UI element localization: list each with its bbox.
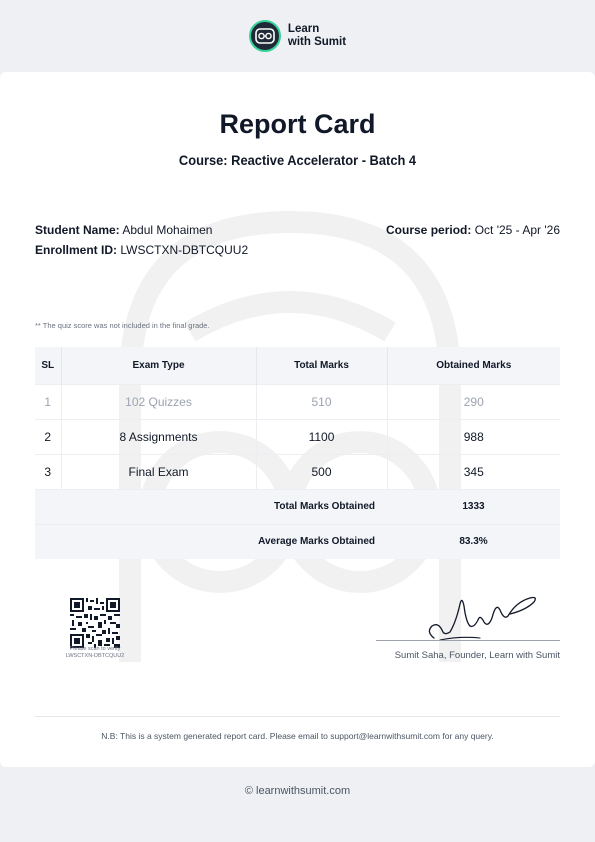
total-marks-label: Total Marks Obtained <box>35 489 387 524</box>
qr-caption-line2: LWSCTXN-DBTCQUU2 <box>65 652 125 659</box>
founder-signature <box>420 592 540 644</box>
header-obtained-marks: Obtained Marks <box>387 347 560 384</box>
total-marks-value: 1333 <box>387 489 560 524</box>
student-name-label: Student Name: <box>35 223 120 237</box>
cell-sl: 1 <box>35 384 61 419</box>
brand-logo[interactable] <box>249 20 346 52</box>
table-row <box>35 384 560 419</box>
qr-caption <box>58 646 132 659</box>
report-card <box>0 72 595 767</box>
course-period-label: Course period: <box>386 223 472 237</box>
cell-exam-type: 102 Quizzes <box>61 384 256 419</box>
brand-name-line1: Learn <box>287 23 320 35</box>
average-marks-value: 83.3% <box>387 524 560 559</box>
table-header-row <box>35 347 560 384</box>
average-marks-row <box>35 524 560 559</box>
marks-table <box>35 347 560 559</box>
cell-obtained: 290 <box>387 384 560 419</box>
footer-link[interactable]: © learnwithsumit.com <box>244 785 351 797</box>
cell-total: 500 <box>256 454 387 489</box>
cell-total: 1100 <box>256 419 387 454</box>
enrollment-row <box>35 243 248 257</box>
cell-exam-type: Final Exam <box>61 454 256 489</box>
cell-total: 510 <box>256 384 387 419</box>
table-row <box>35 454 560 489</box>
cell-exam-type: 8 Assignments <box>61 419 256 454</box>
total-marks-row <box>35 489 560 524</box>
header-total-marks: Total Marks <box>256 347 387 384</box>
course-period-row <box>386 223 560 237</box>
cell-obtained: 988 <box>387 419 560 454</box>
quiz-note: ** The quiz score was not included in the final grade. <box>35 321 210 330</box>
verification-qr-code[interactable] <box>70 598 120 648</box>
footer <box>0 767 595 815</box>
cell-obtained: 345 <box>387 454 560 489</box>
average-marks-label: Average Marks Obtained <box>35 524 387 559</box>
student-name-row <box>35 223 212 237</box>
cell-sl: 2 <box>35 419 61 454</box>
course-period-value: Oct '25 - Apr '26 <box>474 223 560 237</box>
enrollment-value: LWSCTXN-DBTCQUU2 <box>120 243 249 257</box>
qr-caption-line1: Please scan to verify <box>69 646 121 652</box>
header-bar <box>0 0 595 72</box>
brand-mark-icon <box>249 20 281 52</box>
student-name-value: Abdul Mohaimen <box>122 223 213 237</box>
signature-caption: Sumit Saha, Founder, Learn with Sumit <box>394 650 560 661</box>
signature-line <box>376 640 560 641</box>
divider <box>35 716 560 717</box>
brand-name <box>288 23 346 49</box>
brand-name-line2: with Sumit <box>287 36 347 48</box>
page-title: Report Card <box>219 109 376 139</box>
cell-sl: 3 <box>35 454 61 489</box>
system-note: N.B: This is a system generated report card. Please email to support@learnwithsumit.com for any query. <box>101 731 494 741</box>
header-sl: SL <box>35 347 61 384</box>
table-row <box>35 419 560 454</box>
course-name: Course: Reactive Accelerator - Batch 4 <box>178 152 417 168</box>
enrollment-label: Enrollment ID: <box>35 243 118 257</box>
header-exam-type: Exam Type <box>61 347 256 384</box>
